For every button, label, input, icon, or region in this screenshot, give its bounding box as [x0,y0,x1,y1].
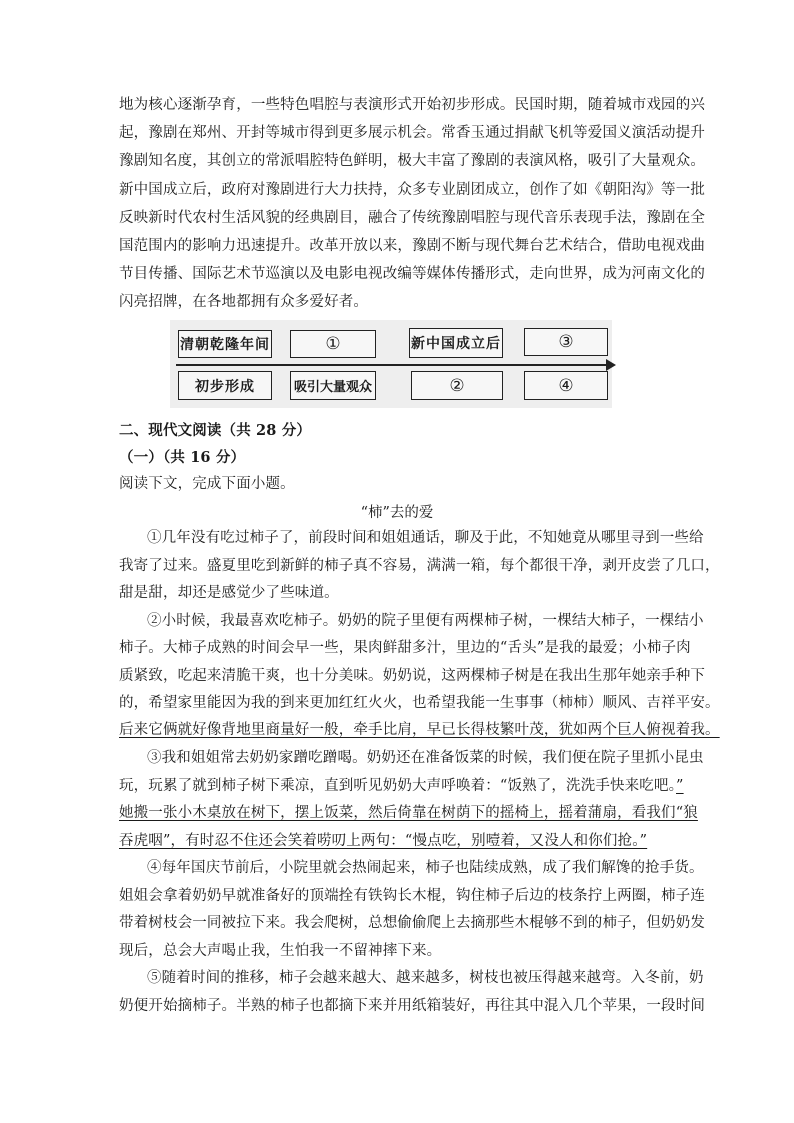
paragraph-line: 带着树枝会一同被拉下来。我会爬树，总想偷偷爬上去摘那些木棍够不到的柿子，但奶奶发 [119,915,705,931]
paragraph-text: 玩，玩累了就到柿子树下乘凉，直到听见奶奶大声呼唤着：“饭熟了，洗洗手快来吃吧。 [119,778,677,794]
timeline-box-qing-dynasty: 清朝乾隆年间 [178,330,272,358]
paragraph-line: 奶便开始摘柿子。半熟的柿子也都摘下来并用纸箱装好，再往其中混入几个苹果，一段时间 [119,998,705,1014]
timeline-box-attract-audience: 吸引大量观众 [290,371,376,400]
timeline-arrow-icon [606,359,616,371]
paragraph-line: 现后，总会大声喝止我，生怕我一不留神摔下来。 [119,943,442,959]
timeline-blank-4: ④ [524,371,608,400]
paragraph-line: ②小时候，我最喜欢吃柿子。奶奶的院子里便有两棵柿子树，一棵结大柿子，一棵结小 [147,613,704,629]
intro-line: 新中国成立后，政府对豫剧进行大力扶持，众多专业剧团成立，创作了如《朝阳沟》等一批 [119,182,705,198]
timeline-blank-3: ③ [524,328,608,356]
paragraph-line: 柿子。大柿子成熟的时间会早一些，果肉鲜甜多汁，里边的“舌头”是我的最爱；小柿子肉 [119,640,691,656]
timeline-axis [176,364,608,366]
underlined-sentence: 吞虎咽”，有时忍不住还会笑着唠叨上两句：“慢点吃，别噎着，又没人和你们抢。” [119,833,648,849]
intro-line: 节目传播、国际艺术节巡演以及电影电视改编等媒体传播形式，走向世界，成为河南文化的 [119,266,705,282]
sub-section-heading: （一）（共 16 分） [119,449,246,466]
paragraph-line: 的，希望家里能因为我的到来更加红红火火，也希望我能一生事事（柿柿）顺风、吉祥平安。 [119,695,720,711]
intro-line: 豫剧知名度，其创立的常派唱腔特色鲜明，极大丰富了豫剧的表演风格，吸引了大量观众。 [119,153,705,169]
reading-instruction: 阅读下文，完成下面小题。 [119,476,295,492]
timeline-box-new-china: 新中国成立后 [409,328,503,358]
paragraph-line: ③我和姐姐常去奶奶家蹭吃蹭喝。奶奶还在准备饭菜的时候，我们便在院子里抓小昆虫 [147,750,704,766]
timeline-blank-2: ② [411,371,503,400]
paragraph-line: ①几年没有吃过柿子了，前段时间和姐姐通话，聊及于此，不知她竟从哪里寻到一些给 [147,530,704,546]
paragraph-line: 姐姐会拿着奶奶早就准备好的顶端拴有铁钩长木棍，钩住柿子后边的枝条拧上两圈，柿子连 [119,888,705,904]
paragraph-line: 甜是甜，却还是感觉少了些味道。 [119,585,339,601]
paragraph-line: 质紧致，吃起来清脆干爽，也十分美味。奶奶说，这两棵柿子树是在我出生那年她亲手种下 [119,668,705,684]
intro-line: 国范围内的影响力迅速提升。改革开放以来，豫剧不断与现代舞台艺术结合，借助电视戏曲 [119,238,705,254]
underlined-quote-mark: ” [676,778,684,794]
paragraph-line: ⑤随着时间的推移，柿子会越来越大、越来越多，树枝也被压得越来越弯。入冬前，奶 [147,970,704,986]
paragraph-line: 我寄了过来。盛夏里吃到新鲜的柿子真不容易，满满一箱，每个都很干净，剥开皮尝了几口， [119,558,720,574]
intro-line: 起，豫剧在郑州、开封等城市得到更多展示机会。常香玉通过捐献飞机等爱国义演活动提升 [119,125,705,141]
intro-line: 闪亮招牌，在各地都拥有众多爱好者。 [119,294,369,310]
article-title: “柿”去的爱 [360,505,434,521]
intro-line: 地为核心逐渐孕育，一些特色唱腔与表演形式开始初步形成。民国时期，随着城市戏园的兴 [119,97,705,113]
intro-line: 反映新时代农村生活风貌的经典剧目，融合了传统豫剧唱腔与现代音乐表现手法，豫剧在全 [119,210,705,226]
section-heading: 二、现代文阅读（共 28 分） [119,422,312,439]
timeline-box-initial-form: 初步形成 [178,371,272,400]
underlined-sentence: 后来它俩就好像背地里商量好一般，牵手比肩，早已长得枝繁叶茂，犹如两个巨人俯视着我。 [119,722,720,738]
underlined-sentence: 她搬一张小木桌放在树下，摆上饭菜，然后倚靠在树荫下的摇椅上，摇着蒲扇，看我们“狼 [119,805,698,821]
paragraph-line: ④每年国庆节前后，小院里就会热闹起来，柿子也陆续成熟，成了我们解馋的抢手货。 [147,860,704,876]
timeline-blank-1: ① [290,330,376,358]
paragraph-line [119,776,684,796]
